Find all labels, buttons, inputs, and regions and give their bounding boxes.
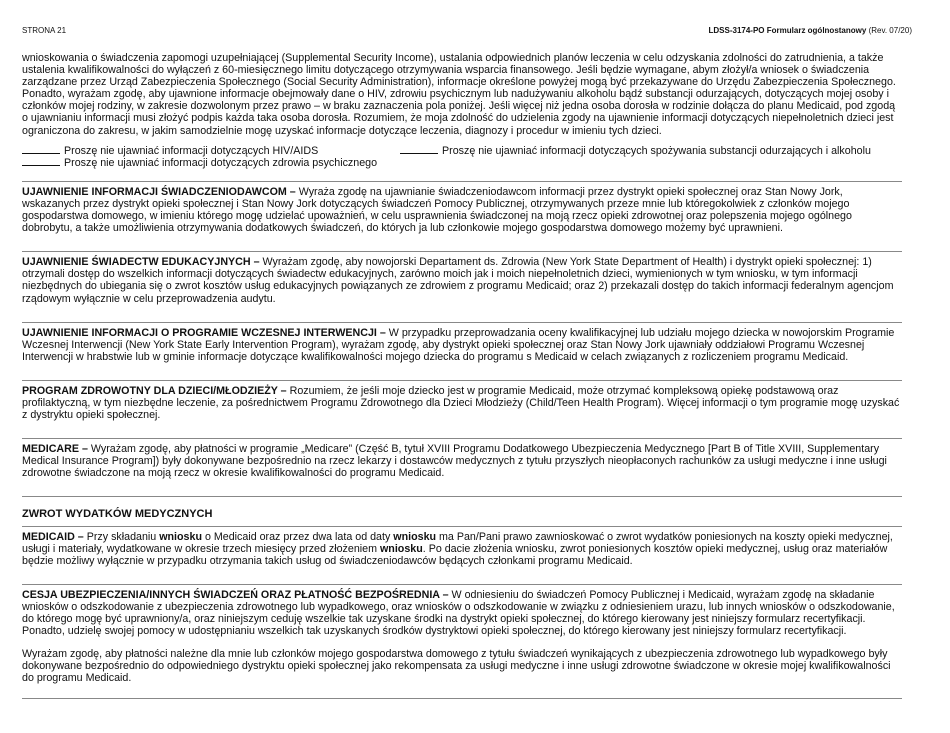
divider <box>22 251 902 252</box>
page-number: STRONA 21 <box>22 26 67 35</box>
divider <box>22 181 902 182</box>
assignment-text: W odniesieniu do świadczeń Pomocy Publicznej i Medicaid, wyrażam zgodę na składanie wniosków o odszkodowanie z ubezpieczenia zdrowotnego lub wypadkowego, oraz wniosków o odszkodowanie w związku z odniesieniem urazu, lub innych wniosków o odszkodowanie, do którego mogę być uprawniony/a, oraz niniejszym ceduję wszelkie tak uzyskane środki na dystrykt opieki społecznej, do którego kierowany jest niniejszy formularz recertyfikacji. Ponadto, udzielę swojej pomocy w udostępnianiu wszelkich tak uzyskanych środków dystryktowi opieki społecznej, do którego kierowany jest niniejszy formularz recertyfikacji. <box>22 588 895 638</box>
divider <box>22 496 902 497</box>
medicaid-title: MEDICAID – <box>22 530 84 543</box>
medicare-text: Wyrażam zgodę, aby płatności w programie „Medicare” (Część B, tytuł XVIII Programu Dodatkowego Ubezpieczenia Medycznego [Part B of Title XVIII, Supplementary Medical Insurance Program]) były dokonywane bezpośrednio na rzecz lekarzy i dostawców medycznych z tytułu przyszłych nieopłaconych rachunków za usługi medyczne i inne usługi zdrowotne świadczone na moją rzecz w okresie kwalifikowalności do programu Medicaid. <box>22 443 887 480</box>
form-revision: (Rev. 07/20) <box>868 26 912 35</box>
page-header <box>22 26 912 35</box>
form-content <box>22 52 902 699</box>
divider <box>22 380 902 381</box>
disclosure-options-left <box>22 145 400 169</box>
providers-section <box>22 186 902 234</box>
medicaid-bold-term: wniosku <box>379 542 423 555</box>
intro-paragraph: wnioskowania o świadczenia zapomogi uzupełniającej (Supplemental Security Income), ustalania odpowiednich planów leczenia w celu odzyskania zdolności do zatrudnienia, a także ustalenia kwalifikowalności do wyłączeń z 60-miesięcznego limitu dotyczącego otrzymywania wsparcia finansowego. Jeśli będzie wymagane, abym złożył/a wniosek o świadczenia zarządzane przez Urząd Zabezpieczenia Społecznego (Social Security Administration), informacje określone powyżej mogą być przekazywane do Urzędu Zabezpieczenia Społecznego. Ponadto, wyrażam zgodę, aby ujawnione informacje obejmowały dane o HIV, zdrowiu psychicznym lub nadużywaniu alkoholu bądź substancji odurzających, dotyczących mojej osoby i członków mojej rodziny, w zakresie dozwolonym przez prawo – w braku zaznaczenia pola poniżej. Jeśli więcej niż jedna osoba dorosła w rodzinie dołącza do planu Medicaid, pod zgodą o ujawnianiu informacji musi złożyć podpis każda taka osoba dorosła. Rozumiem, że moja zdolność do udzielenia zgody na ujawnienie informacji dotyczących niepełnoletnich dzieci jest ograniczona do zakresu, w jakim samodzielnie mogę uzyskać informacje dotyczące leczenia, diagnozy i procedur w imieniu tych dzieci. <box>22 52 896 137</box>
substance-blank[interactable] <box>400 145 438 154</box>
hiv-option-label: Proszę nie ujawniać informacji dotyczących HIV/AIDS <box>64 144 319 157</box>
child-program-text: Rozumiem, że jeśli moje dziecko jest w programie Medicaid, może otrzymać kompleksową opiekę podstawową oraz profilaktyczną, w tym niezbędne leczenie, za pośrednictwem Programu Zdrowotnego dla Dzieci Młodzieży (Child/Teen Health Program). Więcej informacji o tym programie mogę uzyskać z dystryktu opieki społecznej. <box>22 384 900 422</box>
direct-payment-paragraph: Wyrażam zgodę, aby płatności należne dla mnie lub członków mojego gospodarstwa domowego z tytułu świadczeń wynikających z ubezpieczenia zdrowotnego lub wypadkowego były dokonywane bezpośrednio do odpowiedniego dystryktu opieki społecznej jako rekompensata za usługi medyczne i inne usługi zdrowotne świadczone w okresie mojej kwalifikowalności do programu Medicaid. <box>22 648 891 685</box>
providers-title: UJAWNIENIE INFORMACJI ŚWIADCZENIODAWCOM – <box>22 185 296 198</box>
medicare-title: MEDICARE – <box>22 443 88 456</box>
education-text: Wyrażam zgodę, aby nowojorski Departament ds. Zdrowia (New York State Department of Health) i dystrykt opieki społecznej: 1) otrzymali dostęp do wszelkich informacji dotyczących świadectw edukacyjnych, zarówno moich jak i moich niepełnoletnich dzieci, wymienionych w tym wniosku, w tym informacji niezbędnych do ubiegania się o zwrot kosztów usług edukacyjnych powiązanych ze zdrowiem z programu Medicaid; oraz 2) przekazali dostęp do takich informacji federalnym agencjom rządowym wyłącznie w celu przeprowadzenia audytu. <box>22 256 894 305</box>
divider <box>22 584 902 585</box>
mental-blank[interactable] <box>22 157 60 166</box>
assignment-section <box>22 589 902 637</box>
hiv-blank[interactable] <box>22 145 60 154</box>
medicaid-bold-term: wniosku <box>159 530 202 543</box>
early-intervention-text: W przypadku przeprowadzania oceny kwalifikacyjnej lub udziału mojego dziecka w nowojorskim Programie Wczesnej Interwencji (New York State Early Intervention Program), wyrażam zgodę, aby dystrykt opieki społecznej oraz Stan Nowy Jork ujawniały oddziałowi Programu Wczesnej Interwencji w hrabstwie lub w gminie informacje dotyczące kwalifikowalności mojego dziecka do programu s Medicaid w celach związanych z rozliczeniem programu Medicaid. <box>22 326 895 363</box>
mental-option[interactable] <box>22 157 400 169</box>
divider <box>22 526 902 527</box>
medicaid-text-part: . Po dacie złożenia wniosku, zwrot poniesionych kosztów opieki medycznej, usług oraz materiałów będzie możliwy wyłącznie w przypadku otrzymania takich usług od świadczeniodawców będących członkami programu Medicaid. <box>22 542 888 567</box>
medicaid-section <box>22 531 902 567</box>
early-intervention-title: UJAWNIENIE INFORMACJI O PROGRAMIE WCZESNEJ INTERWENCJI – <box>22 326 386 339</box>
early-intervention-section <box>22 327 902 363</box>
education-title: UJAWNIENIE ŚWIADECTW EDUKACYJNYCH – <box>22 256 260 269</box>
reimbursement-heading: ZWROT WYDATKÓW MEDYCZNYCH <box>22 508 213 521</box>
disclosure-options-right <box>400 145 900 169</box>
medicaid-text-part: Przy składaniu <box>83 530 160 543</box>
medicaid-text-part: o Medicaid oraz przez dwa lata od daty <box>201 530 394 543</box>
divider <box>22 438 902 439</box>
form-name: Formularz ogólnostanowy <box>766 26 867 35</box>
disclosure-options <box>22 145 902 169</box>
mental-option-label: Proszę nie ujawniać informacji dotyczących zdrowia psychicznego <box>64 156 378 169</box>
child-program-title: PROGRAM ZDROWOTNY DLA DZIECI/MŁODZIEŻY – <box>22 384 287 397</box>
assignment-title: CESJA UBEZPIECZENIA/INNYCH ŚWIADCZEŃ ORAZ PŁATNOŚĆ BEZPOŚREDNIA – <box>22 588 449 601</box>
divider <box>22 698 902 699</box>
substance-option[interactable] <box>400 145 900 157</box>
medicaid-text-part: ma Pan/Pani prawo zawnioskować o zwrot wydatków poniesionych na koszty opieki medycznej, usługi i materiały, wydatkowane w okresie trzech miesięcy przed złożeniem <box>22 530 893 555</box>
form-id: LDSS-3174-PO <box>708 26 765 35</box>
child-program-section <box>22 385 902 421</box>
substance-option-label: Proszę nie ujawniać informacji dotyczących spożywania substancji odurzających i alkoholu <box>442 144 871 157</box>
medicaid-bold-term: wniosku <box>393 530 437 543</box>
divider <box>22 322 902 323</box>
form-identifier <box>709 26 913 35</box>
hiv-option[interactable] <box>22 145 400 157</box>
education-section <box>22 256 902 304</box>
providers-text: Wyraża zgodę na ujawnianie świadczeniodawcom informacji przez dystrykt opieki społecznej oraz Stan Nowy Jork, wskazanych przez dystrykt opieki społecznej i Stan Nowy Jork dotyczących świadczeń Pomocy Publicznej, otrzymywanych przeze mnie lub któregokolwiek z członków mojego gospodarstwa domowego, w imieniu którego mogę udzielać upoważnień, w celu usprawnienia świadczonej na moją rzecz opieki zdrowotnej oraz polepszenia mojego ogólnego dobrobytu, a także umożliwienia otrzymywania dodatkowych świadczeń, do których ja lub członkowie mojego gospodarstwa domowego możemy być uprawnieni. <box>22 185 852 235</box>
medicare-section <box>22 443 902 479</box>
